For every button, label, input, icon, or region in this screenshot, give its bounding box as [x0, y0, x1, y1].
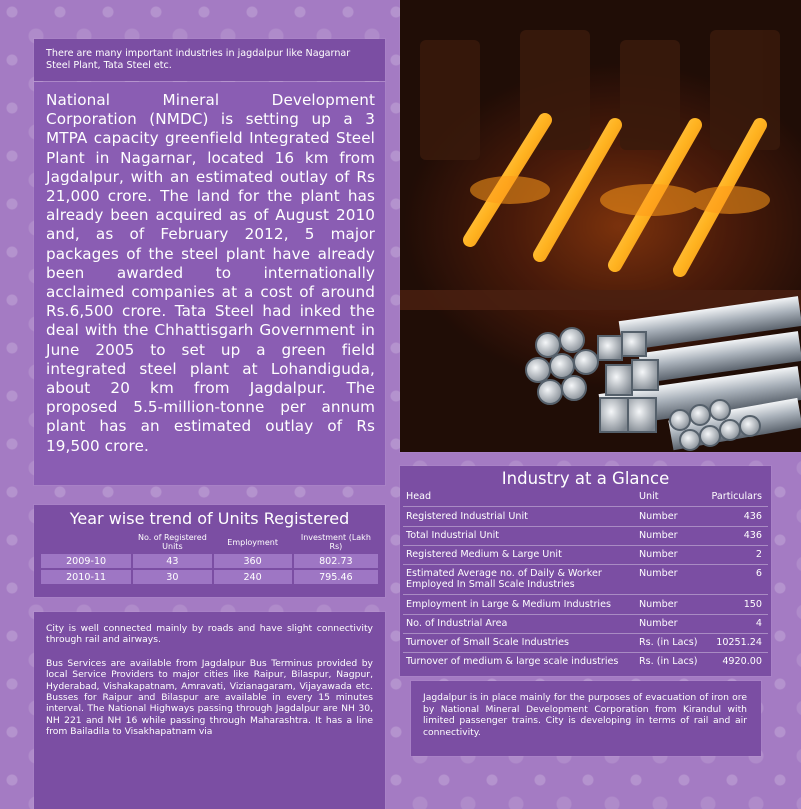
steel-plant-illustration	[400, 0, 801, 452]
nmdc-paragraph-box	[34, 82, 385, 485]
row-unit: Rs. (in Lacs)	[639, 637, 698, 648]
row-value: 2	[755, 549, 762, 560]
row-unit: Number	[639, 549, 678, 560]
year-header	[41, 532, 131, 552]
glance-header-row	[403, 491, 768, 507]
connectivity-panel	[34, 612, 385, 809]
year-trend-title: Year wise trend of Units Registered	[69, 509, 350, 528]
industry-glance-panel	[400, 466, 771, 676]
investment-cell: 795.46	[294, 570, 378, 584]
year-trend-table	[39, 530, 380, 586]
connectivity-summary: City is well connected mainly by roads and have slight connectivity through rail and airways.	[46, 623, 373, 646]
divider	[403, 614, 768, 615]
bus-services-text: Bus Services are available from Jagdalpur Bus Terminus provided by local Service Providers to major cities like Raipur, Bilaspur, Nagpur, Hyderabad, Vishakapatnam, Amravati, Vizianagaram, Vijayawada etc. Busses for Raipur and Bilaspur are available in every 15 minutes interval. The National Highways passing through Jagdalpur are NH 30, NH 221 and NH 16 while passing through Maharashtra. It has a line from Bailadila to Visakhapatnam via	[46, 657, 373, 738]
investment-header: Investment (Lakh Rs)	[300, 533, 371, 551]
divider	[403, 564, 768, 565]
divider	[403, 506, 768, 507]
row-value: 10251.24	[716, 637, 762, 648]
intro-box	[34, 39, 385, 81]
units-header: No. of Registered Units	[137, 533, 207, 551]
row-value: 436	[743, 511, 762, 522]
row-head: Turnover of medium & large scale industries	[406, 656, 619, 667]
row-value: 4920.00	[722, 656, 762, 667]
row-head: Estimated Average no. of Daily & Worker Employed In Small Scale Industries	[406, 568, 602, 590]
row-value: 436	[743, 530, 762, 541]
year-cell: 2010-11	[41, 570, 131, 584]
row-unit: Number	[639, 599, 678, 610]
row-unit: Number	[639, 511, 678, 522]
row-unit: Number	[639, 568, 678, 579]
divider	[403, 526, 768, 527]
row-head: Employment in Large & Medium Industries	[406, 599, 611, 610]
table-row	[41, 554, 378, 568]
head-column-header: Head	[406, 491, 432, 502]
rail-connectivity-box	[411, 681, 761, 756]
row-head: Registered Industrial Unit	[406, 511, 528, 522]
year-trend-header-row	[41, 532, 378, 552]
employment-cell: 240	[214, 570, 292, 584]
row-value: 6	[755, 568, 762, 579]
row-unit: Number	[639, 530, 678, 541]
intro-text: There are many important industries in jagdalpur like Nagarnar Steel Plant, Tata Steel etc.	[46, 48, 351, 71]
table-row	[41, 570, 378, 584]
row-head: No. of Industrial Area	[406, 618, 508, 629]
row-value: 4	[755, 618, 762, 629]
glance-title: Industry at a Glance	[501, 469, 670, 488]
row-unit: Number	[639, 618, 678, 629]
year-cell: 2009-10	[41, 554, 131, 568]
year-trend-panel	[34, 505, 385, 597]
row-value: 150	[743, 599, 762, 610]
steel-plant-photo	[400, 0, 801, 452]
row-head: Total Industrial Unit	[406, 530, 500, 541]
divider	[403, 633, 768, 634]
row-unit: Rs. (in Lacs)	[639, 656, 698, 667]
divider	[403, 545, 768, 546]
units-cell: 30	[133, 570, 211, 584]
unit-column-header: Unit	[639, 491, 659, 502]
nmdc-paragraph: National Mineral Development Corporation (NMDC) is setting up a 3 MTPA capacity greenfield Integrated Steel Plant in Nagarnar, located 16 km from Jagdalpur, with an estimated outlay of Rs 21,000 crore. The land for the plant has already been acquired as of August 2010 and, as of February 2012, 5 major packages of the steel plant have already been awarded to internationally acclaimed companies at a cost of around Rs.6,500 crore. Tata Steel had inked the deal with the Chhattisgarh Government in June 2005 to set up a green field integrated steel plant at Lohandiguda, about 20 km from Jagdalpur. The proposed 5.5-million-tonne per annum plant has an estimated outlay of Rs 19,500 crore.	[46, 91, 375, 455]
row-head: Turnover of Small Scale Industries	[406, 637, 569, 648]
employment-cell: 360	[214, 554, 292, 568]
investment-cell: 802.73	[294, 554, 378, 568]
rail-connectivity-text: Jagdalpur is in place mainly for the purposes of evacuation of iron ore by National Mineral Development Corporation from Kirandul with limited passenger trains. City is developing in terms of rail and air connectivity.	[423, 692, 747, 738]
divider	[403, 652, 768, 653]
particulars-column-header: Particulars	[711, 491, 762, 502]
employment-header: Employment	[227, 537, 278, 547]
units-cell: 43	[133, 554, 211, 568]
row-head: Registered Medium & Large Unit	[406, 549, 562, 560]
divider	[403, 594, 768, 595]
